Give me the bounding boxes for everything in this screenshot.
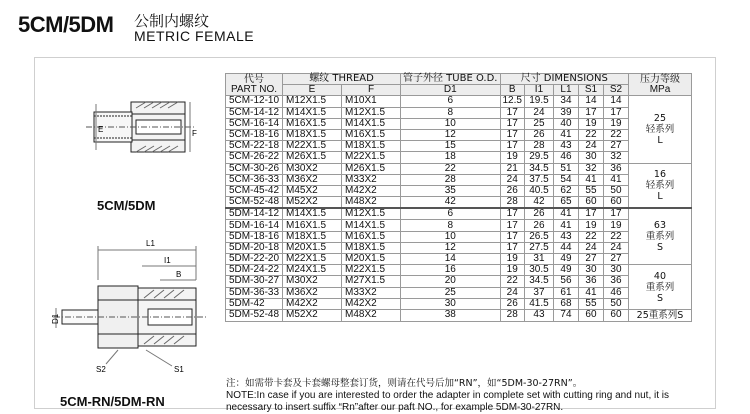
order-note — [226, 378, 716, 414]
cell-f: M14X1.5 — [342, 220, 401, 231]
cell-s1: 22 — [578, 231, 603, 242]
note-en: NOTE:In case if you are interested to order the adapter in complete set with cutting ring and nut, it is necessary to insert suffix “Rn”after our paft NO., for example 5DM-30-27RN. — [226, 390, 670, 413]
cell-s2: 32 — [603, 152, 628, 163]
cell-s1: 30 — [578, 152, 603, 163]
cell-d1: 10 — [401, 118, 501, 129]
cell-part-no: 5DM-20-18 — [226, 242, 283, 253]
product-code: 5CM/5DM — [18, 12, 114, 37]
cell-L1: 49 — [553, 265, 578, 276]
cell-f: M20X1.5 — [342, 254, 401, 265]
header-part-no: 代号 PART NO. — [226, 74, 283, 96]
cell-e: M36X2 — [283, 174, 342, 185]
pressure-line: L — [657, 134, 663, 146]
cell-e: M14X1.5 — [283, 107, 342, 118]
table-row — [226, 118, 692, 129]
cell-b: 17 — [500, 220, 524, 231]
table-row — [226, 197, 692, 209]
cell-s2: 17 — [603, 107, 628, 118]
cell-e: M14X1.5 — [283, 208, 342, 220]
cell-b: 24 — [500, 174, 524, 185]
cell-s1: 19 — [578, 220, 603, 231]
cell-d1: 30 — [401, 298, 501, 309]
cell-d1: 16 — [401, 265, 501, 276]
cell-b: 28 — [500, 309, 524, 321]
dimensions-table — [225, 73, 692, 322]
cell-part-no: 5CM-12-10 — [226, 96, 283, 107]
cell-e: M52X2 — [283, 309, 342, 321]
cell-f: M33X2 — [342, 174, 401, 185]
cell-b: 22 — [500, 276, 524, 287]
cell-b: 17 — [500, 118, 524, 129]
cell-L1: 43 — [553, 231, 578, 242]
cell-part-no: 5DM-18-16 — [226, 231, 283, 242]
cell-f: M14X1.5 — [342, 118, 401, 129]
pressure-line: L — [657, 190, 663, 202]
cell-b: 17 — [500, 129, 524, 140]
cell-d1: 38 — [401, 309, 501, 321]
cell-s2: 41 — [603, 174, 628, 185]
cell-b: 17 — [500, 141, 524, 152]
cell-b: 19 — [500, 265, 524, 276]
cell-d1: 10 — [401, 231, 501, 242]
pressure-line: 轻系列 — [645, 179, 675, 191]
cell-s2: 19 — [603, 118, 628, 129]
cell-l1: 41.5 — [524, 298, 553, 309]
cell-d1: 35 — [401, 185, 501, 196]
cell-L1: 56 — [553, 276, 578, 287]
cell-l1: 26 — [524, 129, 553, 140]
cell-e: M26X1.5 — [283, 152, 342, 163]
dim-D1-label: D1 — [51, 313, 60, 324]
cell-L1: 41 — [553, 208, 578, 220]
table-row — [226, 163, 692, 174]
cell-f: M18X1.5 — [342, 141, 401, 152]
cell-s1: 17 — [578, 107, 603, 118]
cell-e: M30X2 — [283, 163, 342, 174]
cell-f: M42X2 — [342, 298, 401, 309]
cell-s2: 22 — [603, 231, 628, 242]
cell-f: M48X2 — [342, 309, 401, 321]
table-row — [226, 220, 692, 231]
cell-d1: 6 — [401, 208, 501, 220]
cell-e: M16X1.5 — [283, 118, 342, 129]
cell-l1: 25 — [524, 118, 553, 129]
cell-f: M42X2 — [342, 185, 401, 196]
cell-f: M48X2 — [342, 197, 401, 209]
cell-e: M22X1.5 — [283, 254, 342, 265]
cell-l1: 34.5 — [524, 276, 553, 287]
table-row — [226, 265, 692, 276]
pressure-line: 重系列 — [645, 281, 675, 293]
cell-e: M20X1.5 — [283, 242, 342, 253]
table-row — [226, 254, 692, 265]
cell-L1: 43 — [553, 141, 578, 152]
cell-s1: 41 — [578, 287, 603, 298]
cell-e: M16X1.5 — [283, 220, 342, 231]
cell-l1: 29.5 — [524, 152, 553, 163]
cell-e: M22X1.5 — [283, 141, 342, 152]
cell-l1: 28 — [524, 141, 553, 152]
cell-s1: 19 — [578, 118, 603, 129]
cell-s1: 24 — [578, 242, 603, 253]
cell-L1: 74 — [553, 309, 578, 321]
cell-f: M10X1 — [342, 96, 401, 107]
cell-s1: 55 — [578, 185, 603, 196]
cell-part-no: 5DM-16-14 — [226, 220, 283, 231]
cell-e: M36X2 — [283, 287, 342, 298]
technical-drawings — [36, 80, 216, 380]
cell-L1: 54 — [553, 174, 578, 185]
table-row — [226, 298, 692, 309]
cell-L1: 65 — [553, 197, 578, 209]
cell-d1: 28 — [401, 174, 501, 185]
cell-s1: 24 — [578, 141, 603, 152]
cell-l1: 37 — [524, 287, 553, 298]
table-row — [226, 208, 692, 220]
table-row — [226, 276, 692, 287]
cell-part-no: 5CM-36-33 — [226, 174, 283, 185]
table-row — [226, 96, 692, 107]
cell-part-no: 5CM-52-48 — [226, 197, 283, 209]
drawing-label-top: 5CM/5DM — [97, 198, 156, 213]
cell-d1: 25 — [401, 287, 501, 298]
cell-b: 21 — [500, 163, 524, 174]
cell-s2: 17 — [603, 208, 628, 220]
cell-pressure-group — [628, 96, 691, 163]
cell-s1: 30 — [578, 265, 603, 276]
table-body — [226, 96, 692, 322]
cell-part-no: 5CM-14-12 — [226, 107, 283, 118]
cell-s1: 55 — [578, 298, 603, 309]
cell-b: 17 — [500, 107, 524, 118]
cell-s2: 60 — [603, 197, 628, 209]
cell-f: M16X1.5 — [342, 129, 401, 140]
cell-d1: 14 — [401, 254, 501, 265]
cell-f: M16X1.5 — [342, 231, 401, 242]
drawing-label-bottom: 5CM-RN/5DM-RN — [60, 394, 165, 409]
cell-L1: 49 — [553, 254, 578, 265]
cell-b: 19 — [500, 254, 524, 265]
cell-L1: 41 — [553, 129, 578, 140]
cell-e: M18X1.5 — [283, 129, 342, 140]
cell-s2: 36 — [603, 276, 628, 287]
header-thread: 螺纹 THREAD — [283, 74, 401, 85]
fitting-drawing-bottom — [54, 246, 206, 366]
cell-l1: 40.5 — [524, 185, 553, 196]
cell-d1: 12 — [401, 242, 501, 253]
table-row — [226, 141, 692, 152]
header-e: E — [283, 85, 342, 96]
cell-L1: 34 — [553, 96, 578, 107]
cell-s2: 50 — [603, 185, 628, 196]
pressure-line: 63 — [653, 220, 667, 232]
cell-L1: 39 — [553, 107, 578, 118]
pressure-line: 轻系列 — [645, 123, 675, 135]
cell-s2: 27 — [603, 141, 628, 152]
table-row — [226, 152, 692, 163]
cell-d1: 42 — [401, 197, 501, 209]
cell-b: 24 — [500, 287, 524, 298]
cell-s2: 30 — [603, 265, 628, 276]
cell-s1: 60 — [578, 197, 603, 209]
cell-l1: 34.5 — [524, 163, 553, 174]
pressure-line: 重系列 — [645, 231, 675, 243]
cell-part-no: 5CM-30-26 — [226, 163, 283, 174]
cell-part-no: 5CM-26-22 — [226, 152, 283, 163]
cell-part-no: 5CM-45-42 — [226, 185, 283, 196]
cell-L1: 46 — [553, 152, 578, 163]
cell-l1: 42 — [524, 197, 553, 209]
cell-e: M24X1.5 — [283, 265, 342, 276]
cell-d1: 15 — [401, 141, 501, 152]
cell-s1: 41 — [578, 174, 603, 185]
dim-B-label: B — [176, 270, 182, 279]
cell-l1: 26 — [524, 220, 553, 231]
cell-l1: 43 — [524, 309, 553, 321]
pressure-line: 25重系列S — [636, 309, 684, 321]
cell-s1: 14 — [578, 96, 603, 107]
header-f: F — [342, 85, 401, 96]
cell-d1: 6 — [401, 96, 501, 107]
cell-part-no: 5DM-52-48 — [226, 309, 283, 321]
cell-l1: 26 — [524, 208, 553, 220]
cell-d1: 8 — [401, 107, 501, 118]
cell-b: 28 — [500, 197, 524, 209]
cell-pressure-group — [628, 208, 691, 264]
cell-part-no: 5CM-22-18 — [226, 141, 283, 152]
cell-s2: 22 — [603, 129, 628, 140]
cell-l1: 24 — [524, 107, 553, 118]
header-b: B — [500, 85, 524, 96]
table-row — [226, 231, 692, 242]
cell-L1: 44 — [553, 242, 578, 253]
table-row — [226, 242, 692, 253]
table-row — [226, 309, 692, 321]
cell-pressure-group — [628, 309, 691, 321]
pressure-line: 25 — [653, 112, 667, 124]
cell-part-no: 5DM-42 — [226, 298, 283, 309]
dim-S2-label: S2 — [96, 365, 106, 374]
cell-e: M12X1.5 — [283, 96, 342, 107]
cell-l1: 30.5 — [524, 265, 553, 276]
cell-f: M26X1.5 — [342, 163, 401, 174]
cell-s2: 36 — [603, 163, 628, 174]
cell-L1: 62 — [553, 185, 578, 196]
cell-s2: 60 — [603, 309, 628, 321]
cell-pressure-group — [628, 163, 691, 208]
cell-s1: 27 — [578, 254, 603, 265]
cell-e: M30X2 — [283, 276, 342, 287]
cell-e: M42X2 — [283, 298, 342, 309]
pressure-line: 16 — [653, 168, 667, 180]
cell-b: 17 — [500, 242, 524, 253]
cell-s2: 46 — [603, 287, 628, 298]
cell-l1: 19.5 — [524, 96, 553, 107]
cell-e: M45X2 — [283, 185, 342, 196]
header-d1: D1 — [401, 85, 501, 96]
cell-e: M18X1.5 — [283, 231, 342, 242]
dim-E-label: E — [98, 125, 104, 134]
table-row — [226, 185, 692, 196]
cell-L1: 51 — [553, 163, 578, 174]
cell-L1: 68 — [553, 298, 578, 309]
title-en: METRIC FEMALE — [134, 28, 255, 44]
header-pressure: 压力等级 MPa — [628, 74, 691, 96]
dim-F-label: F — [192, 129, 197, 138]
header-dimensions: 尺寸 DIMENSIONS — [500, 74, 628, 85]
cell-b: 26 — [500, 298, 524, 309]
cell-d1: 8 — [401, 220, 501, 231]
table-row — [226, 129, 692, 140]
cell-b: 19 — [500, 152, 524, 163]
cell-part-no: 5DM-36-33 — [226, 287, 283, 298]
cell-d1: 12 — [401, 129, 501, 140]
table-row — [226, 107, 692, 118]
dim-S1-label: S1 — [174, 365, 184, 374]
cell-s2: 19 — [603, 220, 628, 231]
table-row — [226, 287, 692, 298]
cell-s1: 17 — [578, 208, 603, 220]
table-row — [226, 174, 692, 185]
cell-d1: 18 — [401, 152, 501, 163]
cell-part-no: 5DM-22-20 — [226, 254, 283, 265]
note-cn: 注：如需带卡套及卡套螺母整套订货，则请在代号后加“RN”，如“5DM-30-27RN”。 — [226, 378, 583, 389]
cell-s1: 60 — [578, 309, 603, 321]
header-tube: 管子外径 TUBE O.D. — [401, 74, 501, 85]
cell-pressure-group — [628, 265, 691, 310]
cell-L1: 40 — [553, 118, 578, 129]
cell-l1: 27.5 — [524, 242, 553, 253]
pressure-line: S — [656, 292, 663, 304]
cell-l1: 37.5 — [524, 174, 553, 185]
cell-f: M33X2 — [342, 287, 401, 298]
cell-part-no: 5DM-14-12 — [226, 208, 283, 220]
cell-part-no: 5CM-18-16 — [226, 129, 283, 140]
cell-e: M52X2 — [283, 197, 342, 209]
dim-L1-label: L1 — [146, 239, 155, 248]
cell-s1: 32 — [578, 163, 603, 174]
cell-b: 17 — [500, 231, 524, 242]
cell-f: M22X1.5 — [342, 152, 401, 163]
cell-s1: 36 — [578, 276, 603, 287]
header-s2: S2 — [603, 85, 628, 96]
cell-s2: 14 — [603, 96, 628, 107]
cell-l1: 26.5 — [524, 231, 553, 242]
cell-s2: 24 — [603, 242, 628, 253]
cell-part-no: 5CM-16-14 — [226, 118, 283, 129]
cell-s2: 50 — [603, 298, 628, 309]
header-L1: L1 — [553, 85, 578, 96]
header-s1: S1 — [578, 85, 603, 96]
cell-d1: 20 — [401, 276, 501, 287]
pressure-line: 40 — [653, 270, 667, 282]
cell-d1: 22 — [401, 163, 501, 174]
cell-f: M12X1.5 — [342, 208, 401, 220]
cell-b: 17 — [500, 208, 524, 220]
cell-L1: 61 — [553, 287, 578, 298]
pressure-line: S — [656, 242, 663, 254]
cell-b: 26 — [500, 185, 524, 196]
dim-I1-label: I1 — [164, 256, 171, 265]
cell-l1: 31 — [524, 254, 553, 265]
cell-part-no: 5DM-30-27 — [226, 276, 283, 287]
cell-part-no: 5DM-24-22 — [226, 265, 283, 276]
title-cn: 公制内螺纹 — [134, 12, 210, 30]
cell-L1: 41 — [553, 220, 578, 231]
cell-s2: 27 — [603, 254, 628, 265]
header-l1: I1 — [524, 85, 553, 96]
cell-s1: 22 — [578, 129, 603, 140]
cell-f: M18X1.5 — [342, 242, 401, 253]
cell-f: M22X1.5 — [342, 265, 401, 276]
cell-b: 12.5 — [500, 96, 524, 107]
cell-f: M27X1.5 — [342, 276, 401, 287]
cell-f: M12X1.5 — [342, 107, 401, 118]
